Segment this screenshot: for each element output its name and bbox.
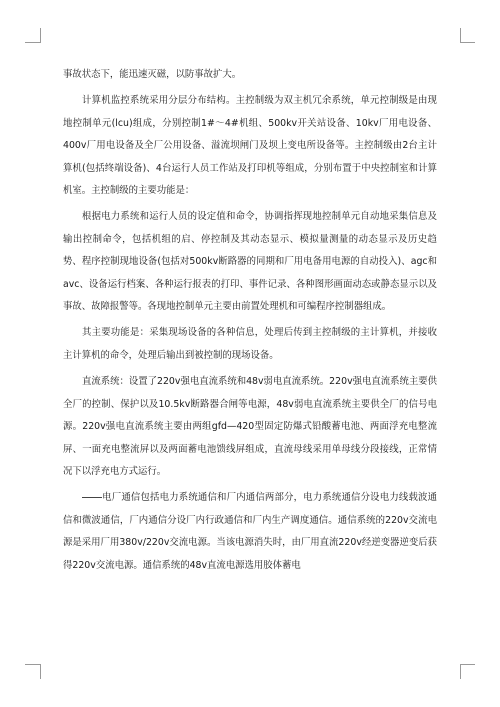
crop-mark-top-left (40, 28, 41, 43)
crop-mark-top-left (25, 42, 40, 43)
crop-mark-bottom-right (460, 664, 475, 665)
crop-mark-bottom-right (460, 664, 461, 679)
document-body (63, 64, 437, 577)
paragraph-monitoring-system: 计算机监控系统采用分层分布结构。主控制级为双主机冗余系统，单元控制级是由现地控制单元(lcu)组成，分别控制1#～4#机组、500kv开关站设备、10kv厂用电设备、400v厂用电设备及全厂公用设备、溢流坝闸门及坝上变电所设备等。主控制级由2台主计算机(包括终端设备)、4台运行人员工作站及打印机等组成，分别布置于中央控制室和计算机室。主控制级的主要功能是： (63, 95, 437, 197)
crop-mark-top-right (460, 42, 475, 43)
paragraph-lcu-functions: 其主要功能是：采集现场设备的各种信息，处理后传到主控制级的主计算机，并接收主计算机的命令，处理后输出到被控制的现场设备。 (63, 327, 437, 361)
crop-mark-top-right (460, 28, 461, 43)
paragraph-dc-system: 直流系统：设置了220v强电直流系统和48v弱电直流系统。220v强电直流系统主要供全厂的控制、保护以及10.5kv断路器合闸等电源，48v弱电直流系统主要供全厂的信号电源。220v强电直流系统主要由两组gfd—420型固定防爆式铅酸蓄电池、两面浮充电整流屏、一面充电整流屏以及两面蓄电池馈线屏组成，直流母线采用单母线分段接线，正常情况下以浮充电方式运行。 (63, 376, 437, 477)
crop-mark-bottom-left (40, 664, 41, 679)
paragraph-accident-state: 事故状态下，能迅速灭磁，以防事故扩大。 (63, 69, 242, 80)
paragraph-communication (63, 487, 437, 577)
underline-blank (82, 496, 102, 498)
crop-mark-bottom-left (25, 664, 40, 665)
paragraph-main-functions: 根据电力系统和运行人员的设定值和命令，协调指挥现地控制单元自动地采集信息及输出控制命令，包括机组的启、停控制及其动态显示、模拟量测量的动态显示及历史趋势、程序控制现地设备(包括对500kv断路器的同期和厂用电备用电源的自动投入)、agc和avc、设备运行档案、各种运行报表的打印、事件记录、各种图形画面动态或静态显示以及事故、故障报警等。各现地控制单元主要由前置处理机和可编程序控制器组成。 (63, 211, 437, 313)
paragraph-communication-text: 电厂通信包括电力系统通信和厂内通信两部分，电力系统通信分设电力线载波通信和微波通信，厂内通信分设厂内行政通信和厂内生产调度通信。通信系统的220v交流电源是采用厂用380v/220v交流电源。当该电源消失时，由厂用直流220v经逆变器逆变后获得220v交流电源。通信系统的48v直流电源选用胶体蓄电 (63, 492, 437, 571)
